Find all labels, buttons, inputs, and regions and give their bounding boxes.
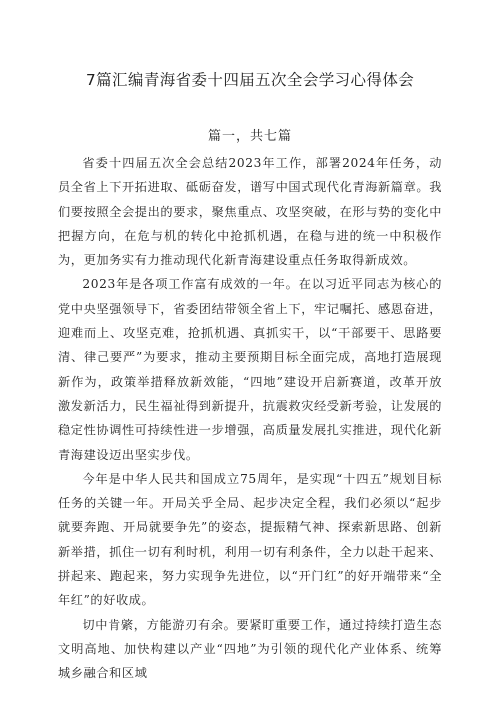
- paragraph: 省委十四届五次全会总结2023年工作，部署2024年任务，动员全省上下开拓进取、砥砺奋发，谱写中国式现代化青海新篇章。我们要按照全会提出的要求，聚焦重点、攻坚突破，在形与势的变化中把握方向，在危与机的转化中抢抓机遇，在稳与进的统一中积极作为，更加务实有力推动现代化新青海建设重点任务取得新成效。: [58, 156, 442, 268]
- paragraph: 切中肯綮，方能游刃有余。要紧盯重要工作，通过持续打造生态文明高地、加快构建以产业“四地”为引领的现代化产业体系、统筹城乡融合和区域: [58, 617, 442, 681]
- paragraph: 今年是中华人民共和国成立75周年，是实现“十四五”规划目标任务的关键一年。开局关乎全局、起步决定全程，我们必须以“起步就要奔跑、开局就要争先”的姿态，提振精气神、探索新思路、创新新举措，抓住一切有利时机，利用一切有利条件，全力以赴干起来、拼起来、跑起来，努力实现争先进位，以“开门红”的好开端带来“全年红”的好收成。: [58, 471, 442, 608]
- document-title: 7篇汇编青海省委十四届五次全会学习心得体会: [85, 71, 415, 89]
- section-heading: 篇一，共七篇: [207, 129, 292, 144]
- paragraph: 2023年是各项工作富有成效的一年。在以习近平同志为核心的党中央坚强领导下，省委团结带领全省上下，牢记嘱托、感恩奋进，迎难而上、攻坚克难，抢抓机遇、真抓实干，以“干部要干、思路要清、律己要严”为要求，推动主要预期目标全面完成，高地打造展现新作为，政策举措释放新效能，“四地”建设开启新赛道，改革开放激发新活力，民生福祉得到新提升，抗震救灾经受新考验，让发展的稳定性协调性可持续性进一步增强，高质量发展扎实推进，现代化新青海建设迈出坚实步伐。: [58, 277, 442, 462]
- document-body: [58, 151, 442, 686]
